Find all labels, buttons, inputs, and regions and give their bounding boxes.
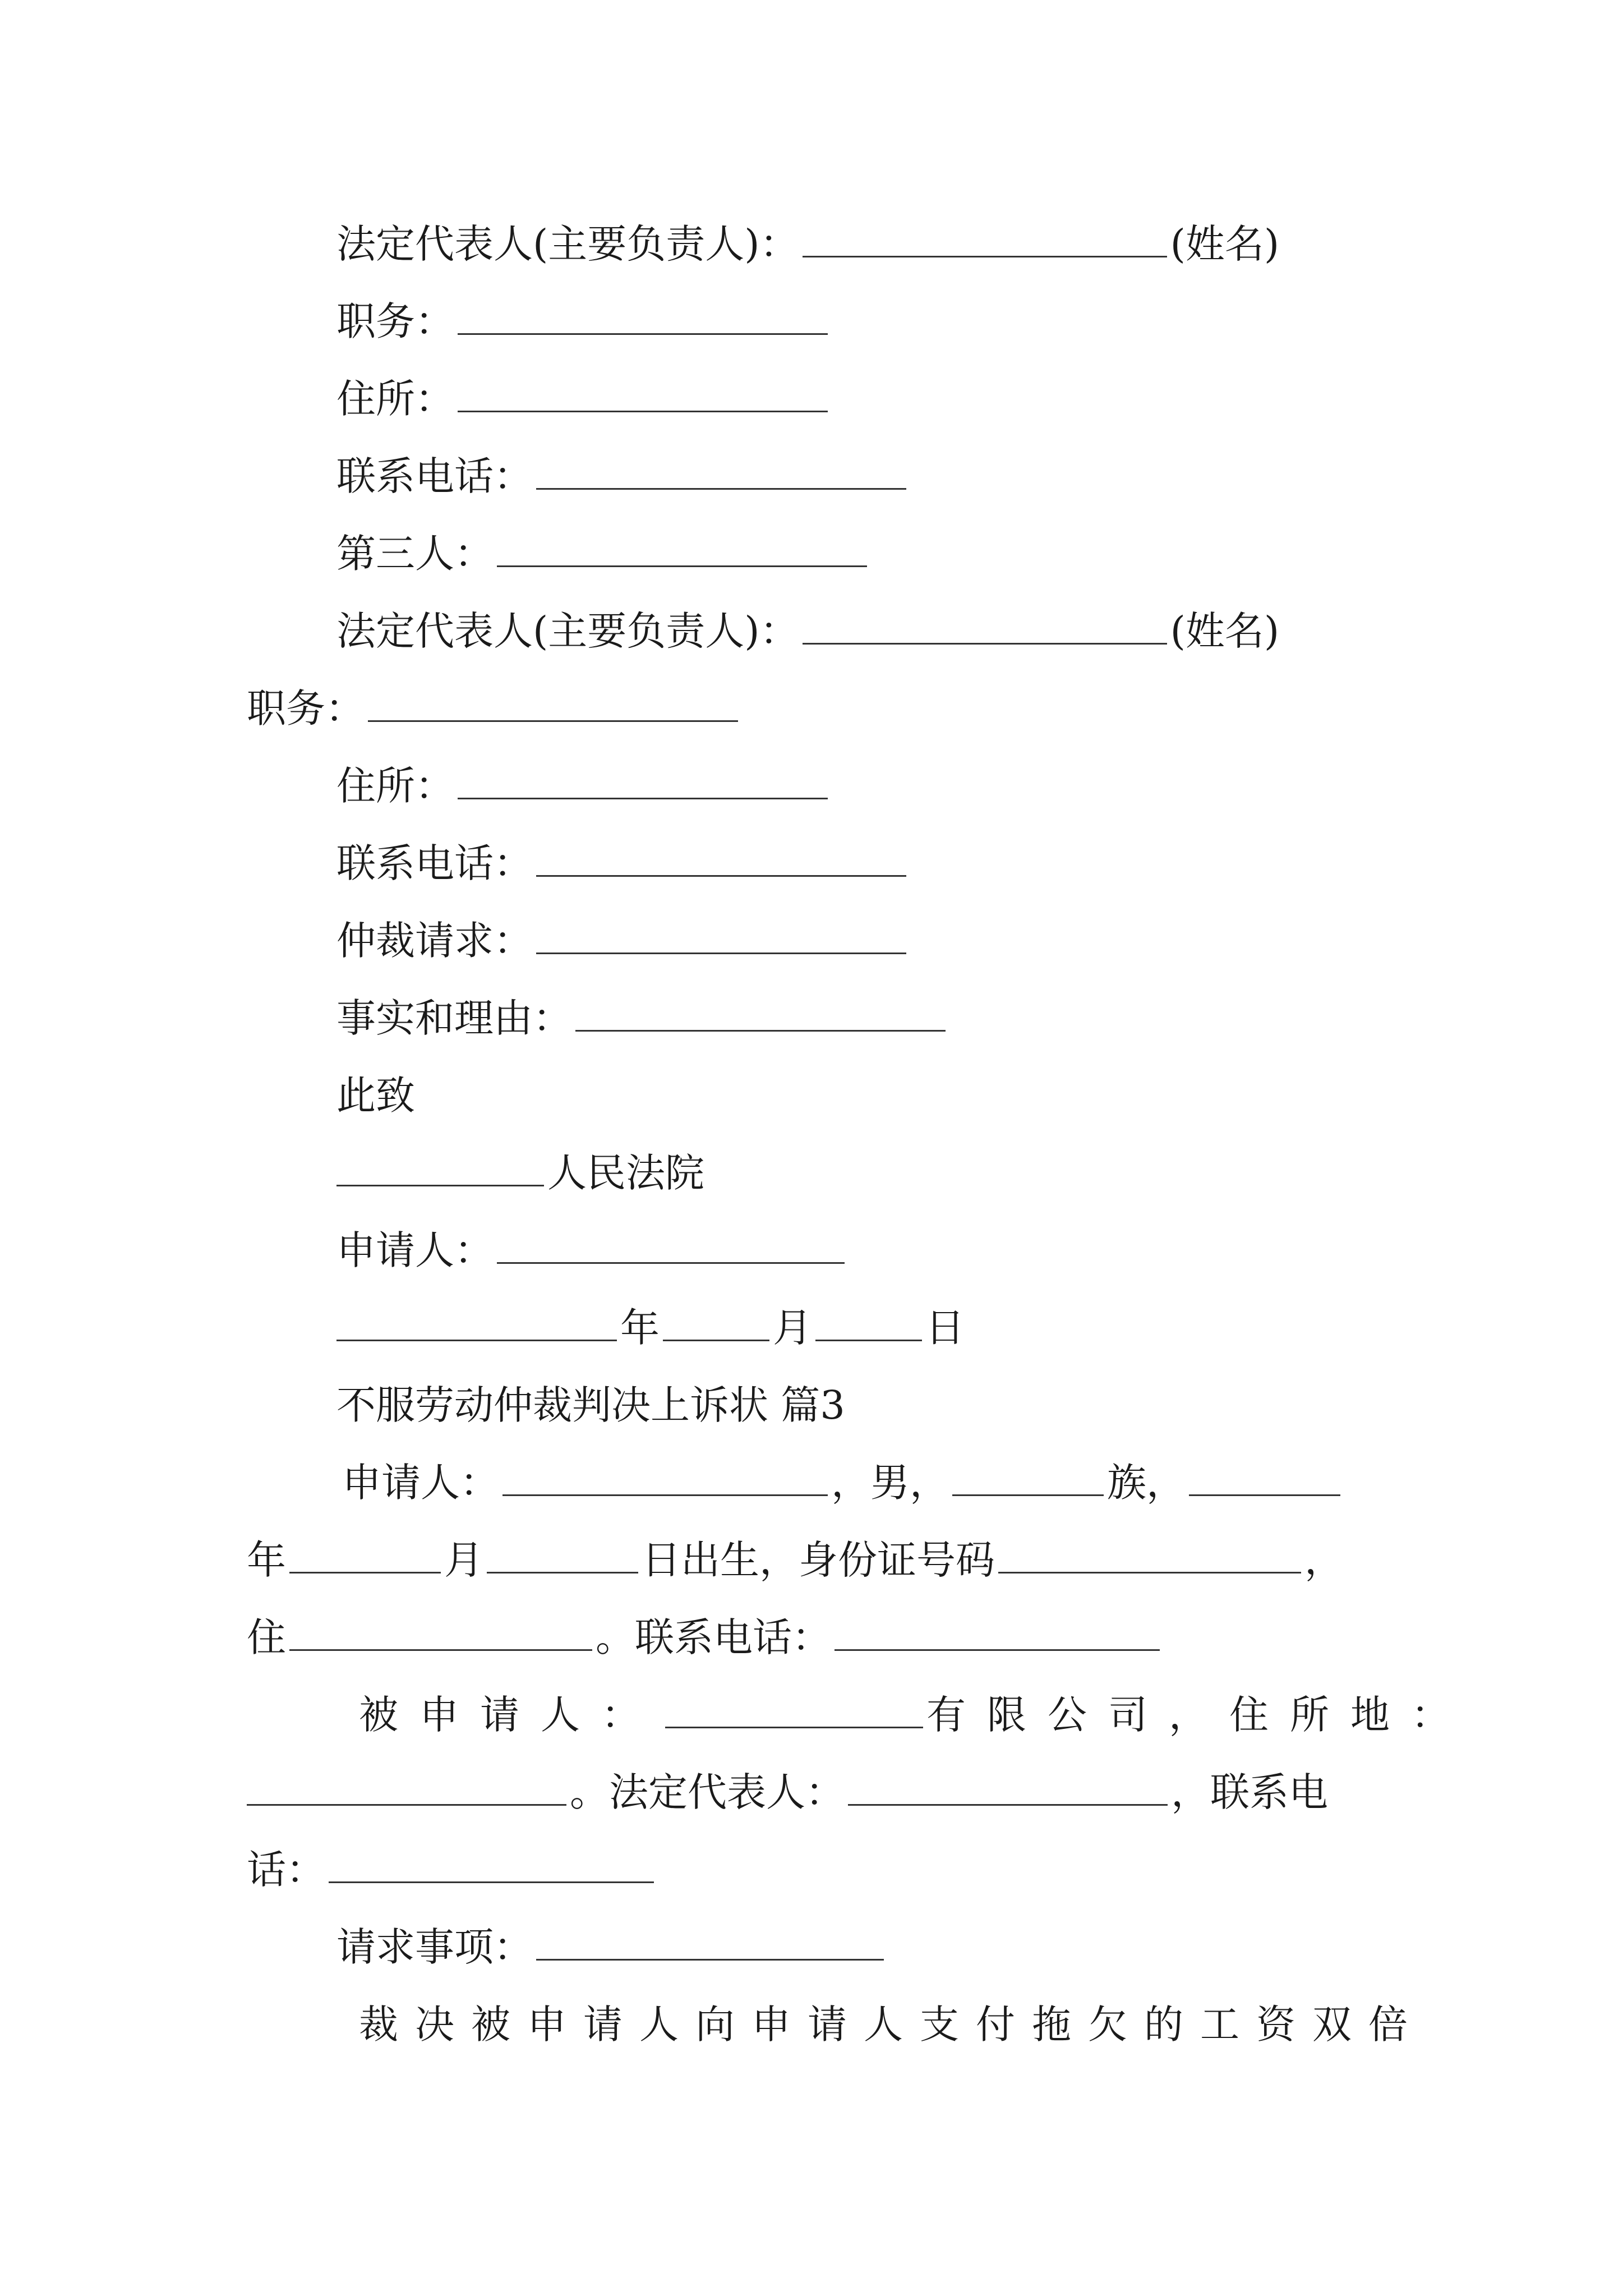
company-name-blank bbox=[665, 1687, 923, 1728]
third-party-representative-blank bbox=[803, 604, 1167, 645]
arbitration-claim-line bbox=[336, 913, 910, 969]
legal-representative-blank bbox=[803, 217, 1167, 257]
name-hint: (姓名) bbox=[1170, 221, 1280, 267]
company-address-blank bbox=[247, 1765, 566, 1806]
phone-line bbox=[336, 448, 910, 504]
third-party-phone-line bbox=[336, 835, 910, 891]
birth-month-blank bbox=[289, 1533, 441, 1573]
court-suffix: 人民法院 bbox=[547, 1150, 704, 1196]
facts-reasons-blank bbox=[575, 991, 946, 1032]
applicant-info-line-1 bbox=[342, 1455, 1344, 1511]
name-hint: (姓名) bbox=[1170, 608, 1280, 654]
month-blank bbox=[663, 1300, 769, 1341]
request-items-line bbox=[336, 1919, 887, 1975]
facts-reasons-label: 事实和理由： bbox=[336, 995, 572, 1041]
birth-year-label: 年 bbox=[247, 1537, 286, 1583]
phone-blank bbox=[834, 1610, 1160, 1651]
address-blank bbox=[458, 371, 828, 412]
respondent-label: 被申请人： bbox=[359, 1692, 662, 1738]
ethnicity-label: 族， bbox=[1107, 1460, 1186, 1506]
third-party-representative-line bbox=[336, 603, 1279, 659]
position-label: 职务： bbox=[336, 298, 454, 344]
comma-text: ， bbox=[1304, 1537, 1344, 1583]
applicant-signature-line bbox=[336, 1222, 848, 1278]
applicant-blank bbox=[497, 1223, 845, 1264]
phone-label: 联系电话： bbox=[336, 840, 533, 886]
respondent-phone-label-end: 话： bbox=[247, 1847, 325, 1893]
third-party-blank bbox=[497, 526, 867, 567]
birth-month-label: 月 bbox=[444, 1537, 483, 1583]
phone-label: 。联系电话： bbox=[596, 1614, 831, 1660]
company-address-label: 有限公司，住所地： bbox=[926, 1692, 1472, 1738]
court-name-blank bbox=[336, 1145, 544, 1186]
year-label: 年 bbox=[620, 1305, 660, 1351]
birth-year-blank bbox=[1189, 1455, 1340, 1496]
birth-day-blank bbox=[487, 1533, 638, 1573]
respondent-representative-blank bbox=[848, 1765, 1168, 1806]
phone-blank bbox=[536, 836, 906, 877]
applicant-label: 申请人： bbox=[342, 1460, 499, 1506]
legal-representative-label: 法定代表人(主要负责人)： bbox=[336, 221, 799, 267]
position-line bbox=[336, 293, 831, 349]
day-label: 日 bbox=[925, 1305, 965, 1351]
phone-blank bbox=[536, 449, 906, 490]
residence-label: 住 bbox=[247, 1614, 286, 1660]
request-items-label: 请求事项： bbox=[336, 1924, 533, 1970]
day-blank bbox=[815, 1300, 922, 1341]
applicant-name-blank bbox=[502, 1455, 828, 1496]
section-heading bbox=[336, 1377, 845, 1433]
request-items-blank bbox=[536, 1920, 884, 1961]
request-text: 裁决被申请人向申请人支付拖欠的工资双倍 bbox=[359, 2001, 1424, 2047]
month-label: 月 bbox=[773, 1305, 812, 1351]
address-label: 住所： bbox=[336, 376, 454, 422]
respondent-line-3 bbox=[247, 1842, 657, 1898]
ethnicity-blank bbox=[952, 1455, 1104, 1496]
address-line bbox=[336, 371, 831, 427]
gender-text: ，男， bbox=[831, 1460, 949, 1506]
phone-label: 联系电话： bbox=[336, 453, 533, 499]
address-label: 住所： bbox=[336, 763, 454, 809]
facts-reasons-line bbox=[336, 990, 949, 1046]
third-party-representative-label: 法定代表人(主要负责人)： bbox=[336, 608, 799, 654]
id-number-blank bbox=[998, 1533, 1301, 1573]
salutation-line bbox=[336, 1068, 415, 1124]
residence-blank bbox=[289, 1610, 592, 1651]
applicant-info-line-2 bbox=[247, 1532, 1344, 1588]
respondent-line-1 bbox=[359, 1687, 1472, 1743]
third-party-address-line bbox=[336, 758, 831, 814]
salutation-text: 此致 bbox=[336, 1073, 415, 1119]
respondent-phone-blank bbox=[329, 1842, 654, 1883]
respondent-phone-label-start: ，联系电 bbox=[1171, 1769, 1328, 1815]
third-party-label: 第三人： bbox=[336, 531, 494, 577]
applicant-label: 申请人： bbox=[336, 1227, 494, 1273]
court-line bbox=[336, 1145, 704, 1201]
id-number-label: 日出生，身份证号码 bbox=[642, 1537, 995, 1583]
respondent-line-2 bbox=[247, 1764, 1328, 1820]
third-party-line bbox=[336, 526, 870, 582]
year-blank bbox=[336, 1300, 617, 1341]
legal-representative-line bbox=[336, 216, 1279, 272]
position-blank bbox=[368, 681, 738, 722]
third-party-position-line bbox=[247, 680, 741, 737]
section-heading-text: 不服劳动仲裁判决上诉状 篇3 bbox=[336, 1382, 845, 1428]
position-blank bbox=[458, 294, 828, 335]
address-blank bbox=[458, 758, 828, 799]
applicant-info-line-3 bbox=[247, 1609, 1163, 1665]
respondent-representative-label: 。法定代表人： bbox=[570, 1769, 845, 1815]
arbitration-claim-label: 仲裁请求： bbox=[336, 918, 533, 964]
position-label: 职务： bbox=[247, 685, 365, 731]
request-text-line bbox=[359, 1996, 1424, 2053]
arbitration-claim-blank bbox=[536, 913, 906, 954]
date-line bbox=[336, 1300, 965, 1356]
